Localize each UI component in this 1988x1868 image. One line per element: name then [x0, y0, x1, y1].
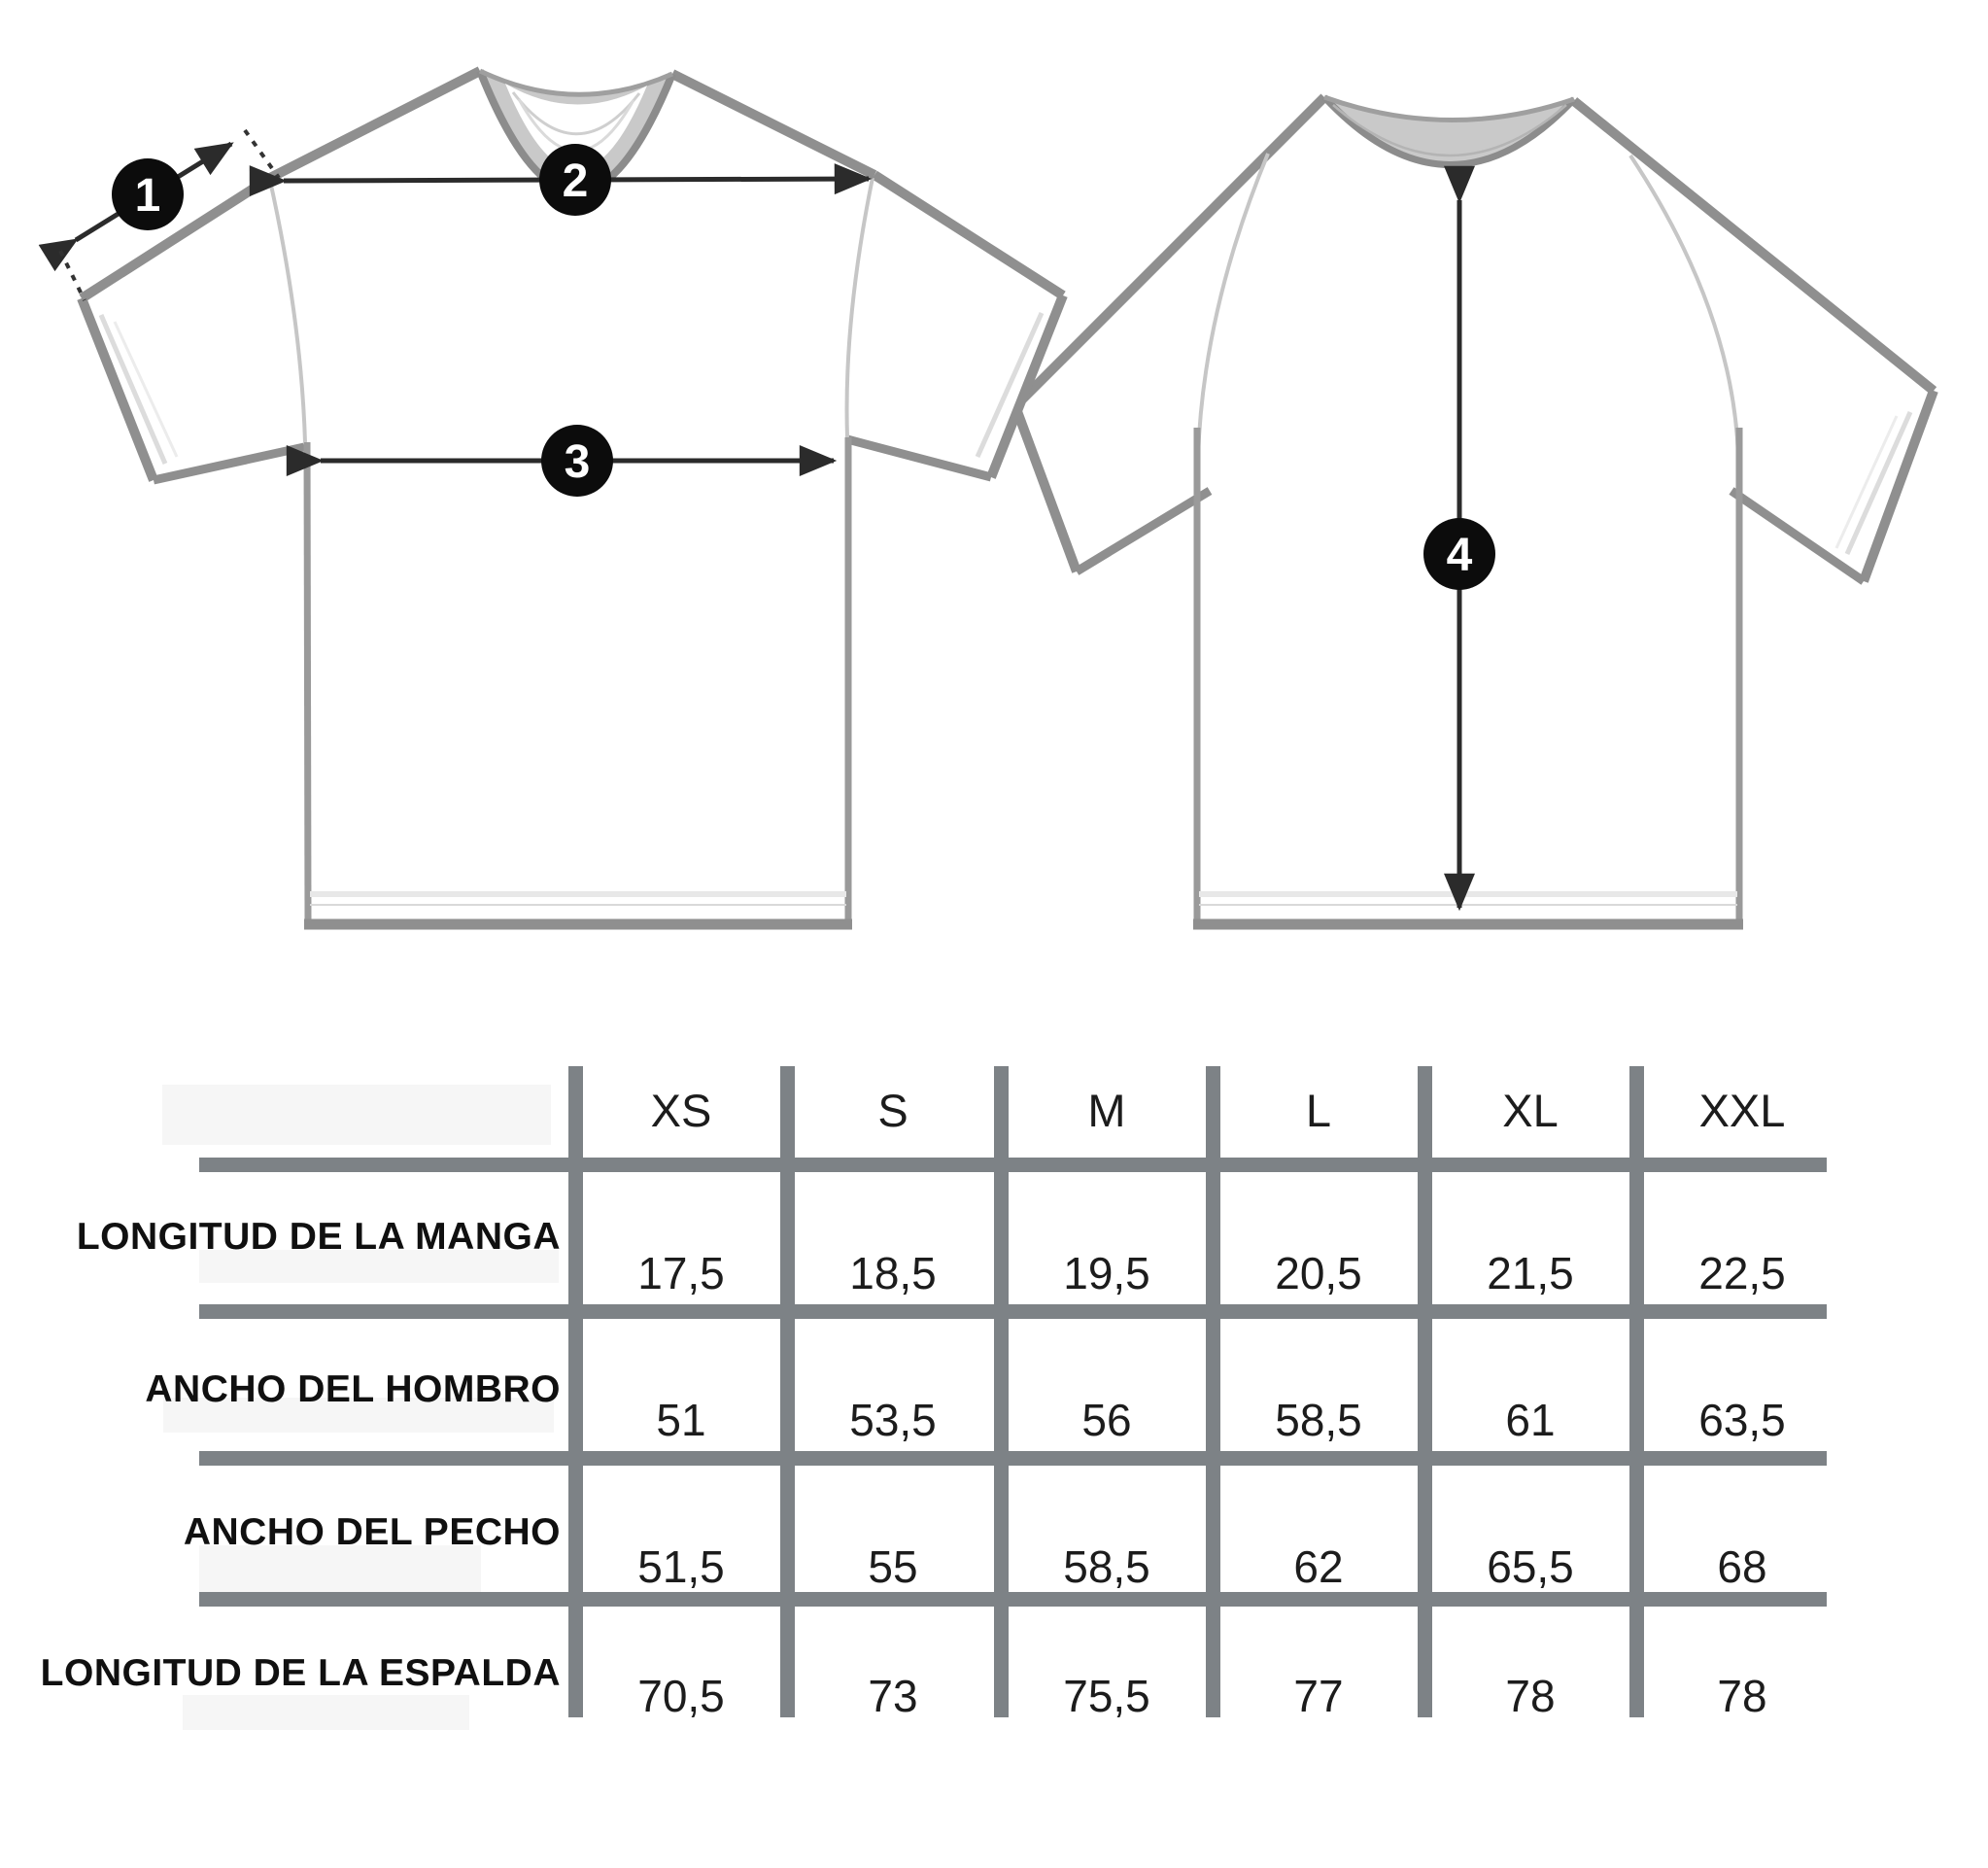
measure-marker-4	[1423, 518, 1495, 590]
measurement-row-label: ANCHO DEL PECHO	[183, 1511, 561, 1553]
size-value-cell: 53,5	[849, 1395, 937, 1445]
size-value-cell: 73	[868, 1671, 918, 1721]
label-patch	[162, 1085, 551, 1145]
back-shirt-drawing	[1015, 97, 1934, 924]
table-divider-horizontal	[199, 1158, 1827, 1172]
size-column-header: XXL	[1698, 1085, 1786, 1136]
size-value-cell: 18,5	[849, 1248, 937, 1298]
size-value-cell: 78	[1505, 1671, 1556, 1721]
size-column-header: L	[1305, 1085, 1332, 1136]
marker-1-number: 1	[134, 170, 161, 222]
size-value-cell: 55	[868, 1541, 918, 1592]
extension-dashed-line	[60, 251, 85, 300]
marker-2-number: 2	[562, 156, 589, 207]
table-divider-horizontal	[199, 1451, 1827, 1466]
size-value-cell: 58,5	[1063, 1541, 1150, 1592]
size-value-cell: 22,5	[1698, 1248, 1786, 1298]
size-value-cell: 19,5	[1063, 1248, 1150, 1298]
size-value-cell: 62	[1293, 1541, 1344, 1592]
marker-3-number: 3	[564, 436, 591, 488]
size-value-cell: 78	[1717, 1671, 1767, 1721]
marker-4-number: 4	[1446, 530, 1473, 581]
size-column-header: M	[1087, 1085, 1126, 1136]
measure-marker-3	[541, 425, 613, 497]
size-value-cell: 56	[1081, 1395, 1132, 1445]
measurement-row-label: LONGITUD DE LA MANGA	[76, 1216, 561, 1258]
size-value-cell: 61	[1505, 1395, 1556, 1445]
size-value-cell: 17,5	[637, 1248, 725, 1298]
size-column-header: S	[877, 1085, 908, 1136]
label-patch	[183, 1695, 469, 1730]
size-value-cell: 51,5	[637, 1541, 725, 1592]
size-value-cell: 21,5	[1487, 1248, 1574, 1298]
table-divider-horizontal	[199, 1304, 1827, 1319]
size-value-cell: 75,5	[1063, 1671, 1150, 1721]
size-column-header: XL	[1502, 1085, 1559, 1136]
measurement-row-label: LONGITUD DE LA ESPALDA	[40, 1652, 561, 1694]
size-value-cell: 63,5	[1698, 1395, 1786, 1445]
size-value-cell: 51	[656, 1395, 706, 1445]
table-divider-horizontal	[199, 1592, 1827, 1607]
size-value-cell: 70,5	[637, 1671, 725, 1721]
measurement-row-label: ANCHO DEL HOMBRO	[145, 1368, 561, 1410]
size-value-cell: 20,5	[1275, 1248, 1362, 1298]
back-collar	[1324, 97, 1574, 165]
size-value-cell: 58,5	[1275, 1395, 1362, 1445]
size-value-cell: 65,5	[1487, 1541, 1574, 1592]
measure-marker-1	[112, 158, 184, 230]
size-value-cell: 77	[1293, 1671, 1344, 1721]
measure-marker-2	[539, 144, 611, 216]
size-value-cell: 68	[1717, 1541, 1767, 1592]
size-column-header: XS	[650, 1085, 712, 1136]
